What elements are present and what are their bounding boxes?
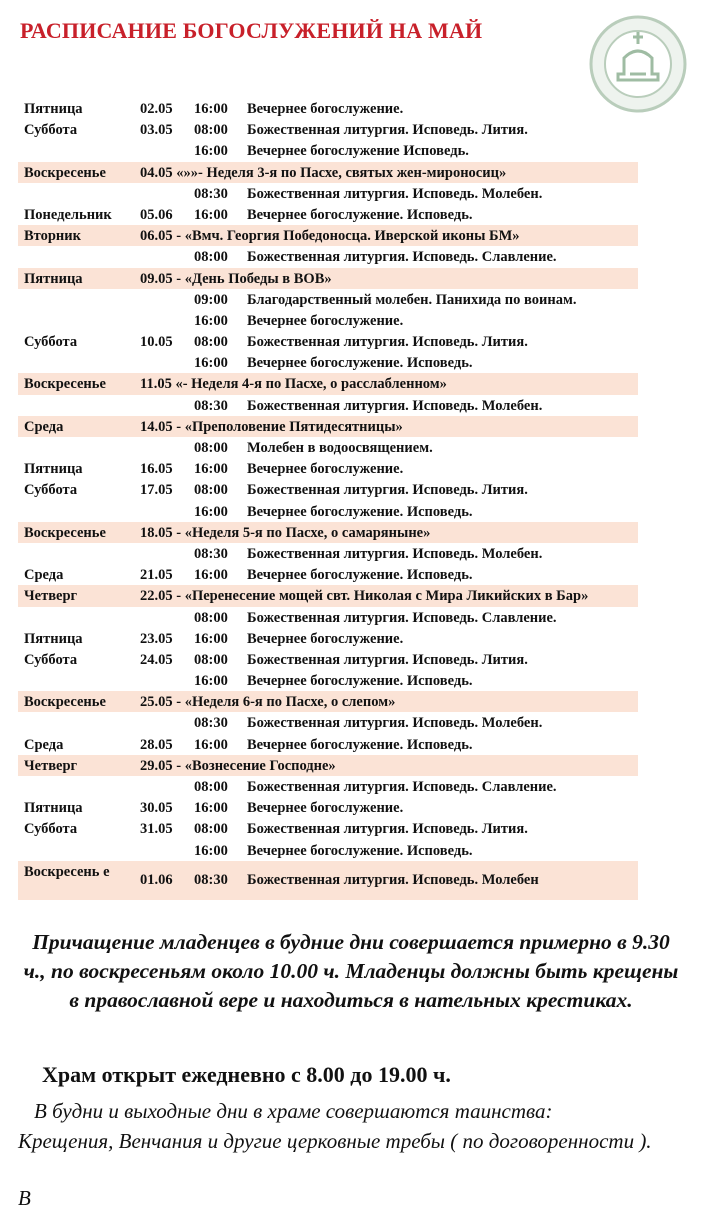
schedule-row — [18, 585, 638, 606]
schedule-row — [18, 670, 638, 691]
row-feast: 09.05 - «День Победы в ВОВ» — [140, 270, 332, 287]
row-time: 16:00 — [194, 355, 228, 372]
schedule-row — [18, 225, 638, 246]
row-day: Четверг — [24, 757, 78, 774]
row-date: 02.05 — [140, 101, 173, 117]
row-day: Суббота — [24, 482, 78, 499]
row-feast: 29.05 - «Вознесение Господне» — [140, 757, 336, 774]
row-time: 16:00 — [194, 143, 228, 160]
sacraments-line-1: В будни и выходные дни в храме совершаются таинства: — [34, 1099, 553, 1123]
schedule-row — [18, 352, 638, 373]
schedule-row — [18, 140, 638, 161]
row-service: Вечернее богослужение. Исповедь. — [247, 567, 473, 584]
row-feast: 18.05 - «Неделя 5-я по Пасхе, о самаряныне» — [140, 524, 431, 541]
row-service: Вечернее богослужение. — [247, 461, 404, 478]
row-service: Божественная литургия. Исповедь. Славление. — [247, 779, 557, 795]
row-date: 05.06 — [140, 206, 173, 223]
row-date: 10.05 — [140, 334, 173, 351]
schedule-row — [18, 564, 638, 585]
row-time: 08:00 — [194, 249, 228, 266]
schedule-row — [18, 162, 638, 183]
row-service: Божественная литургия. Исповедь. Лития. — [247, 821, 528, 838]
row-time: 08:00 — [194, 779, 228, 795]
schedule-row — [18, 183, 638, 204]
row-time: 08:00 — [194, 334, 228, 351]
row-service: Божественная литургия. Исповедь. Молебен — [247, 871, 539, 888]
cut-off-text: В — [18, 1186, 31, 1210]
schedule-row — [18, 458, 638, 479]
page-title: РАСПИСАНИЕ БОГОСЛУЖЕНИЙ НА МАЙ — [20, 18, 483, 43]
schedule-row — [18, 543, 638, 564]
row-time: 16:00 — [194, 101, 228, 117]
row-time: 08:00 — [194, 122, 228, 139]
schedule-row — [18, 776, 638, 797]
row-time: 08:30 — [194, 871, 228, 888]
row-service: Божественная литургия. Исповедь. Лития. — [247, 334, 528, 351]
row-day: Суббота — [24, 334, 78, 351]
schedule-row — [18, 607, 638, 628]
row-day: Пятница — [24, 101, 83, 117]
row-day: Суббота — [24, 821, 78, 838]
row-time: 16:00 — [194, 567, 228, 584]
schedule-row — [18, 268, 638, 289]
row-day: Воскресенье — [24, 164, 106, 181]
row-feast: 25.05 - «Неделя 6-я по Пасхе, о слепом» — [140, 694, 396, 711]
row-day: Воскресень е — [24, 863, 110, 880]
row-time: 16:00 — [194, 312, 228, 329]
schedule-row — [18, 818, 638, 839]
row-service: Вечернее богослужение. — [247, 630, 404, 647]
sacraments-note — [18, 1096, 686, 1156]
schedule-row — [18, 204, 638, 225]
row-service: Божественная литургия. Исповедь. Славление. — [247, 609, 557, 626]
row-service: Вечернее богослужение Исповедь. — [247, 143, 469, 160]
row-day: Среда — [24, 736, 64, 753]
schedule-row — [18, 522, 638, 543]
row-time: 08:00 — [194, 821, 228, 838]
row-day: Пятница — [24, 270, 83, 287]
row-time: 16:00 — [194, 842, 228, 859]
schedule-row — [18, 734, 638, 755]
row-date: 31.05 — [140, 821, 173, 838]
row-feast: 22.05 - «Перенесение мощей свт. Николая с Мира Ликийских в Бар» — [140, 588, 589, 605]
row-feast: 04.05 «»»- Неделя 3-я по Пасхе, святых жен-мироносиц» — [140, 164, 507, 181]
schedule-row — [18, 628, 638, 649]
schedule-row — [18, 416, 638, 437]
schedule-row — [18, 98, 638, 119]
schedule-row — [18, 861, 638, 900]
schedule-row — [18, 310, 638, 331]
row-day: Воскресенье — [24, 694, 106, 711]
row-service: Божественная литургия. Исповедь. Лития. — [247, 482, 528, 499]
open-hours: Храм открыт ежедневно с 8.00 до 19.00 ч. — [42, 1062, 451, 1087]
row-date: 03.05 — [140, 122, 173, 139]
row-date: 24.05 — [140, 651, 173, 668]
row-service: Вечернее богослужение. Исповедь. — [247, 355, 473, 372]
row-date: 21.05 — [140, 567, 173, 584]
row-time: 16:00 — [194, 800, 228, 817]
sacraments-line-2: Крещения, Венчания и другие церковные требы ( по договоренности ). — [18, 1129, 652, 1153]
schedule-row — [18, 797, 638, 818]
row-time: 08:00 — [194, 482, 228, 499]
row-time: 08:00 — [194, 651, 228, 668]
schedule-row — [18, 691, 638, 712]
schedule-row — [18, 437, 638, 458]
row-service: Вечернее богослужение. — [247, 101, 404, 117]
row-day: Воскресенье — [24, 524, 106, 541]
row-time: 08:00 — [194, 440, 228, 456]
row-day: Суббота — [24, 651, 78, 668]
row-service: Вечернее богослужение. Исповедь. — [247, 673, 473, 690]
schedule-row — [18, 840, 638, 861]
communion-note: Причащение младенцев в будние дни совершается примерно в 9.30 ч., по воскресеньям около 10.00 ч. Младенцы должны быть крещены в православной вере и находиться в нательных крестиках. — [23, 930, 679, 1012]
row-day: Пятница — [24, 800, 83, 817]
row-service: Божественная литургия. Исповедь. Молебен. — [247, 545, 543, 562]
row-time: 08:30 — [194, 397, 228, 414]
row-date: 16.05 — [140, 461, 173, 478]
row-service: Божественная литургия. Исповедь. Молебен. — [247, 715, 543, 732]
row-service: Божественная литургия. Исповедь. Лития. — [247, 122, 528, 139]
row-service: Вечернее богослужение. — [247, 312, 404, 329]
row-time: 08:00 — [194, 609, 228, 626]
row-service: Благодарственный молебен. Панихида по воинам. — [247, 291, 577, 308]
schedule-row — [18, 649, 638, 670]
row-day: Пятница — [24, 461, 83, 478]
row-day: Вторник — [24, 228, 81, 245]
schedule-row — [18, 119, 638, 140]
row-time: 08:30 — [194, 545, 228, 562]
row-service: Вечернее богослужение. Исповедь. — [247, 206, 473, 223]
schedule-row — [18, 289, 638, 310]
row-time: 08:30 — [194, 715, 228, 732]
row-day: Понедельник — [24, 206, 112, 223]
schedule-row — [18, 395, 638, 416]
row-service: Вечернее богослужение. Исповедь. — [247, 503, 473, 520]
row-service: Божественная литургия. Исповедь. Молебен. — [247, 397, 543, 414]
row-day: Среда — [24, 567, 64, 584]
row-day: Среда — [24, 418, 64, 435]
row-service: Божественная литургия. Исповедь. Молебен. — [247, 185, 543, 202]
row-date: 30.05 — [140, 800, 173, 817]
row-service: Молебен в водоосвящением. — [247, 440, 433, 456]
row-time: 16:00 — [194, 206, 228, 223]
schedule-row — [18, 246, 638, 267]
row-feast: 06.05 - «Вмч. Георгия Победоносца. Иверской иконы БМ» — [140, 228, 520, 245]
row-service: Божественная литургия. Исповедь. Славление. — [247, 249, 557, 266]
row-date: 28.05 — [140, 736, 173, 753]
row-date: 01.06 — [140, 871, 173, 888]
row-service: Вечернее богослужение. Исповедь. — [247, 736, 473, 753]
row-day: Четверг — [24, 588, 78, 605]
row-day: Воскресенье — [24, 376, 106, 393]
row-day: Суббота — [24, 122, 78, 139]
schedule-row — [18, 712, 638, 733]
row-day: Пятница — [24, 630, 83, 647]
schedule-row — [18, 501, 638, 522]
schedule-row — [18, 755, 638, 776]
row-time: 16:00 — [194, 503, 228, 520]
row-time: 09:00 — [194, 291, 228, 308]
row-service: Вечернее богослужение. — [247, 800, 404, 817]
row-service: Вечернее богослужение. Исповедь. — [247, 842, 473, 859]
row-time: 16:00 — [194, 673, 228, 690]
row-time: 16:00 — [194, 461, 228, 478]
row-time: 08:30 — [194, 185, 228, 202]
row-time: 16:00 — [194, 630, 228, 647]
row-date: 17.05 — [140, 482, 173, 499]
row-date: 23.05 — [140, 630, 173, 647]
row-feast: 11.05 «- Неделя 4-я по Пасхе, о расслабленном» — [140, 376, 447, 393]
schedule-row — [18, 479, 638, 500]
schedule-row — [18, 331, 638, 352]
row-time: 16:00 — [194, 736, 228, 753]
row-service: Божественная литургия. Исповедь. Лития. — [247, 651, 528, 668]
row-feast: 14.05 - «Преполовение Пятидесятницы» — [140, 418, 403, 435]
schedule-row — [18, 373, 638, 394]
schedule-table — [18, 98, 638, 900]
